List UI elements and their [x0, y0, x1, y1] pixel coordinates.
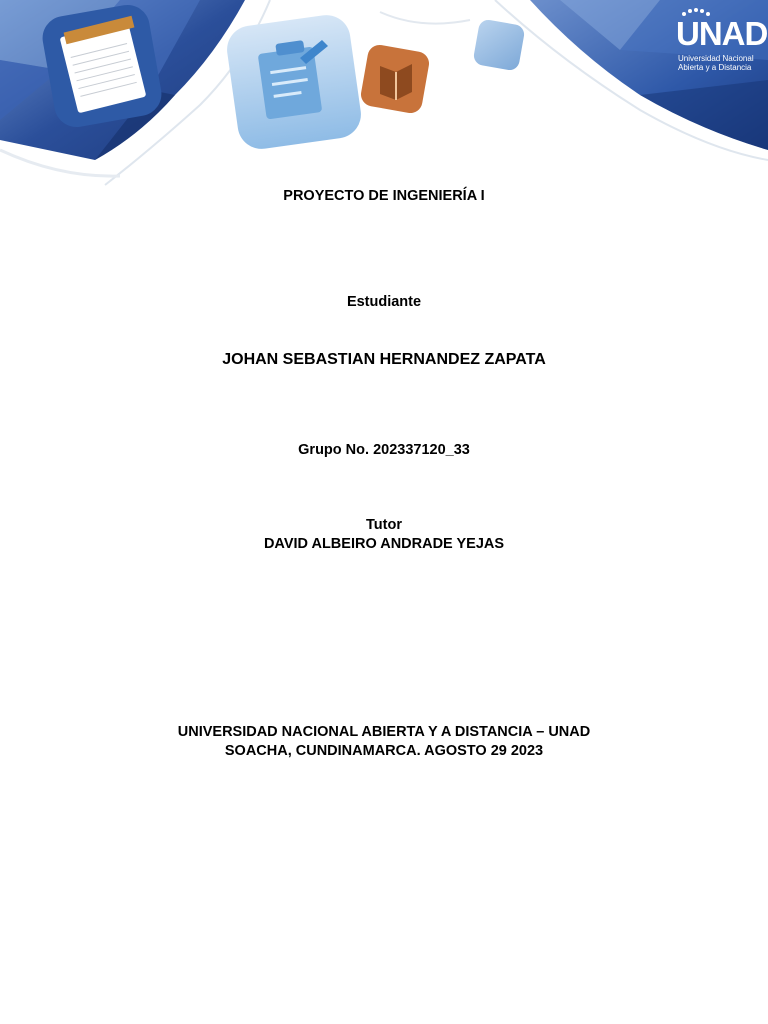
header-banner	[0, 0, 768, 200]
group-number: Grupo No. 202337120_33	[298, 442, 470, 458]
logo-wordmark: UNAD	[676, 15, 768, 52]
institution-name: UNIVERSIDAD NACIONAL ABIERTA Y A DISTANCIA – UNAD	[177, 724, 591, 740]
logo-line-1: Universidad Nacional	[678, 54, 754, 63]
place-and-date: SOACHA, CUNDINAMARCA. AGOSTO 29 2023	[224, 743, 544, 759]
logo-line-2: Abierta y a Distancia	[678, 63, 752, 72]
logo-subtitle	[678, 54, 764, 72]
student-label: Estudiante	[346, 294, 422, 310]
student-name: JOHAN SEBASTIAN HERNANDEZ ZAPATA	[222, 351, 546, 368]
tutor-label: Tutor	[366, 517, 402, 533]
tutor-name: DAVID ALBEIRO ANDRADE YEJAS	[263, 536, 505, 552]
project-title: PROYECTO DE INGENIERÍA I	[283, 188, 485, 204]
